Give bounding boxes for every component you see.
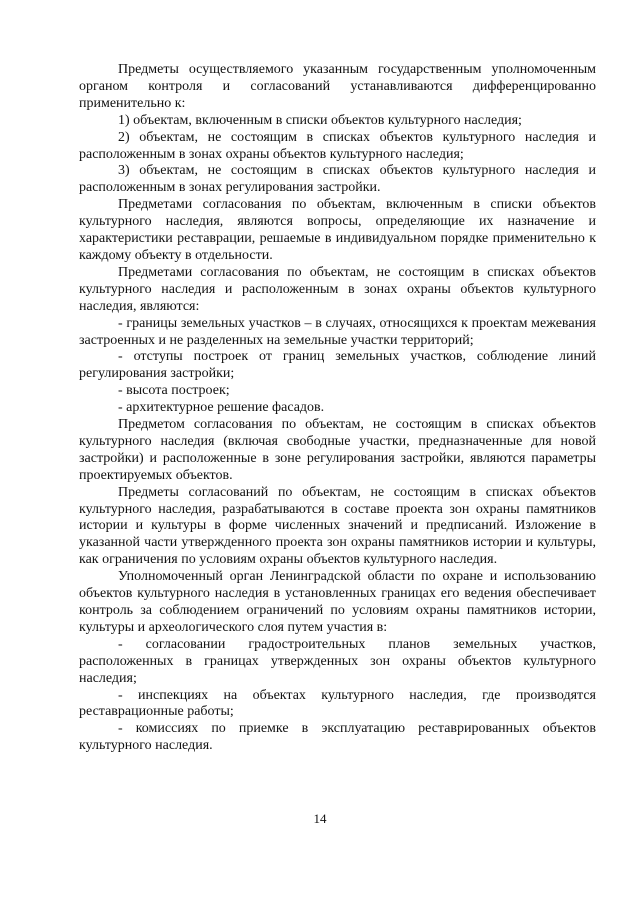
list-item: - отступы построек от границ земельных участков, соблюдение линий регулирования застройки;	[79, 349, 596, 382]
list-item: - инспекциях на объектах культурного наследия, где производятся реставрационные работы;	[79, 687, 596, 720]
list-item: - границы земельных участков – в случаях, относящихся к проектам межевания застроенных и не разделенных на земельные участки территорий;	[79, 315, 596, 348]
paragraph: Предметы согласований по объектам, не состоящим в списках объектов культурного наследия, разрабатываются в составе проекта зон охраны памятников истории и культуры в форме численных значений и предписаний. Изложение в указанной части утвержденного проекта зон охраны памятников истории и культуры, как ограничения по условиям охраны объектов культурного наследия.	[79, 484, 596, 568]
paragraph: Предметами согласования по объектам, включенным в списки объектов культурного наследия, являются вопросы, определяющие их назначение и характеристики реставрации, решаемые в индивидуальном порядке применительно к каждому объекту в отдельности.	[79, 197, 596, 263]
list-item: - архитектурное решение фасадов.	[118, 400, 325, 416]
body-text	[79, 62, 596, 755]
page-number: 14	[313, 811, 327, 826]
list-item: - высота построек;	[118, 383, 230, 399]
list-item: - комиссиях по приемке в эксплуатацию реставрированных объектов культурного наследия.	[79, 721, 596, 754]
paragraph: Предметами согласования по объектам, не состоящим в списках объектов культурного наследия и расположенным в зонах охраны объектов культурного наследия, являются:	[79, 264, 596, 314]
list-item: 3) объектам, не состоящим в списках объектов культурного наследия и расположенным в зонах регулирования застройки.	[79, 163, 596, 196]
paragraph: Уполномоченный орган Ленинградской области по охране и использованию объектов культурного наследия в установленных границах его ведения обеспечивает контроль за соблюдением ограничений по условиям охраны памятников истории, культуры и археологического слоя путем участия в:	[79, 569, 596, 635]
paragraph: Предметы осуществляемого указанным государственным уполномоченным органом контроля и согласований устанавливаются дифференцированно применительно к:	[79, 62, 596, 111]
list-item: - согласовании градостроительных планов земельных участков, расположенных в границах утвержденных зон охраны объектов культурного наследия;	[79, 636, 596, 686]
paragraph: Предметом согласования по объектам, не состоящим в списках объектов культурного наследия (включая свободные участки, предназначенные для новой застройки) и расположенные в зоне регулирования застройки, являются параметры проектируемых объектов.	[79, 417, 596, 483]
list-item: 2) объектам, не состоящим в списках объектов культурного наследия и расположенным в зонах охраны объектов культурного наследия;	[79, 129, 596, 162]
list-item: 1) объектам, включенным в списки объектов культурного наследия;	[118, 112, 522, 128]
